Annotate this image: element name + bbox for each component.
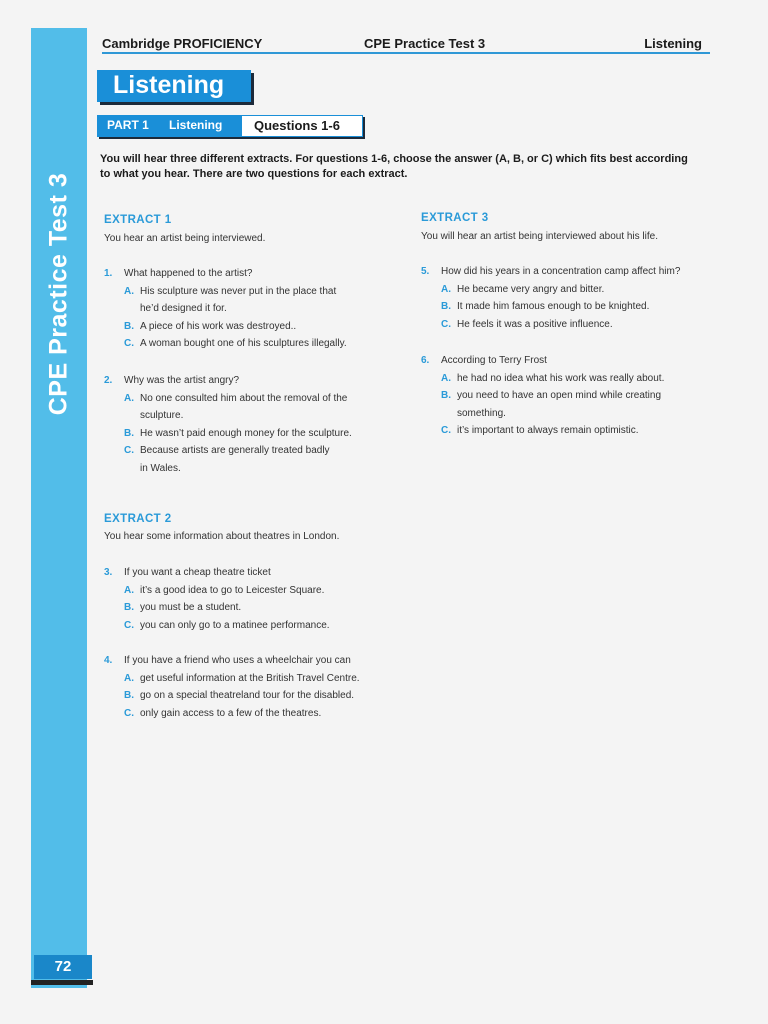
option-letter: B. (441, 301, 451, 312)
option-text: get useful information at the British Travel Centre. (140, 672, 360, 684)
option-text: something. (457, 407, 506, 419)
instructions: You will hear three different extracts. For questions 1-6, choose the answer (A, B, or C) which fits best according to what you hear. There are two questions for each extract. (100, 153, 688, 180)
option-text: you can only go to a matinee performance. (140, 619, 330, 631)
option-text: it’s important to always remain optimistic. (457, 425, 639, 436)
option-letter: B. (441, 390, 451, 401)
extract-description: You hear an artist being interviewed. (104, 233, 266, 244)
option-text: His sculpture was never put in the place that (140, 285, 337, 297)
option-letter: A. (124, 672, 134, 684)
question-text: According to Terry Frost (441, 355, 547, 366)
option-letter: B. (124, 320, 134, 332)
option-letter: A. (441, 283, 451, 295)
question-number: 3. (104, 567, 113, 578)
part-questions-box (241, 115, 363, 137)
option-text: He wasn’t paid enough money for the sculpture. (140, 427, 352, 439)
question-number: 4. (104, 655, 113, 666)
option-letter: B. (124, 427, 134, 439)
extract-title: EXTRACT 3 (421, 212, 489, 224)
option-text: A woman bought one of his sculptures illegally. (140, 338, 347, 349)
sidebar-title-text: CPE Practice Test 3 (44, 172, 73, 416)
option-letter: C. (124, 619, 134, 631)
part-name: Listening (169, 118, 223, 132)
option-text: in Wales. (140, 462, 181, 474)
option-text: He became very angry and bitter. (457, 283, 605, 295)
option-text: Because artists are generally treated badly (140, 445, 330, 456)
option-text: No one consulted him about the removal of the (140, 392, 348, 404)
extract-title: EXTRACT 1 (104, 214, 172, 226)
part-questions: Questions 1-6 (254, 118, 340, 133)
header-section: Listening (644, 36, 702, 51)
option-letter: C. (441, 318, 451, 330)
question-text: What happened to the artist? (124, 268, 253, 279)
option-letter: C. (124, 707, 134, 719)
extract-description: You will hear an artist being interviewed about his life. (421, 231, 658, 242)
option-letter: A. (124, 392, 134, 404)
option-text: he had no idea what his work was really about. (457, 372, 665, 384)
option-text: he’d designed it for. (140, 303, 227, 314)
question-text: If you have a friend who uses a wheelchair you can (124, 655, 351, 666)
option-text: only gain access to a few of the theatres. (140, 707, 322, 719)
option-text: He feels it was a positive influence. (457, 318, 613, 330)
option-text: it’s a good idea to go to Leicester Square. (140, 584, 325, 596)
page-number: 72 (34, 955, 92, 979)
part-label-box (97, 115, 241, 137)
extract-description: You hear some information about theatres in London. (104, 531, 340, 542)
part-number: PART 1 (107, 118, 149, 132)
question-number: 5. (421, 266, 430, 277)
section-title-box (97, 70, 251, 102)
option-letter: B. (124, 690, 134, 701)
question-text: If you want a cheap theatre ticket (124, 567, 271, 578)
option-letter: A. (124, 285, 134, 297)
option-letter: B. (124, 602, 134, 613)
option-text: A piece of his work was destroyed.. (140, 320, 297, 332)
extract-title: EXTRACT 2 (104, 513, 172, 525)
option-text: go on a special theatreland tour for the disabled. (140, 690, 355, 701)
option-text: It made him famous enough to be knighted. (457, 301, 650, 312)
page-number-underline (31, 980, 93, 985)
question-number: 1. (104, 268, 113, 279)
question-number: 2. (104, 375, 113, 386)
question-text: How did his years in a concentration camp affect him? (441, 266, 681, 277)
header-rule (102, 52, 710, 54)
option-letter: C. (124, 445, 134, 456)
option-letter: A. (124, 584, 134, 596)
option-letter: A. (441, 372, 451, 384)
part-banner (97, 115, 363, 137)
question-text: Why was the artist angry? (124, 375, 240, 386)
question-number: 6. (421, 355, 430, 366)
option-text: you must be a student. (140, 602, 242, 613)
option-text: you need to have an open mind while creating (457, 390, 662, 401)
section-title: Listening (113, 71, 225, 99)
option-letter: C. (124, 338, 134, 349)
option-letter: C. (441, 425, 451, 436)
header-book-title: Cambridge PROFICIENCY (102, 36, 263, 51)
option-text: sculpture. (140, 410, 184, 421)
header-test-title: CPE Practice Test 3 (364, 36, 486, 51)
